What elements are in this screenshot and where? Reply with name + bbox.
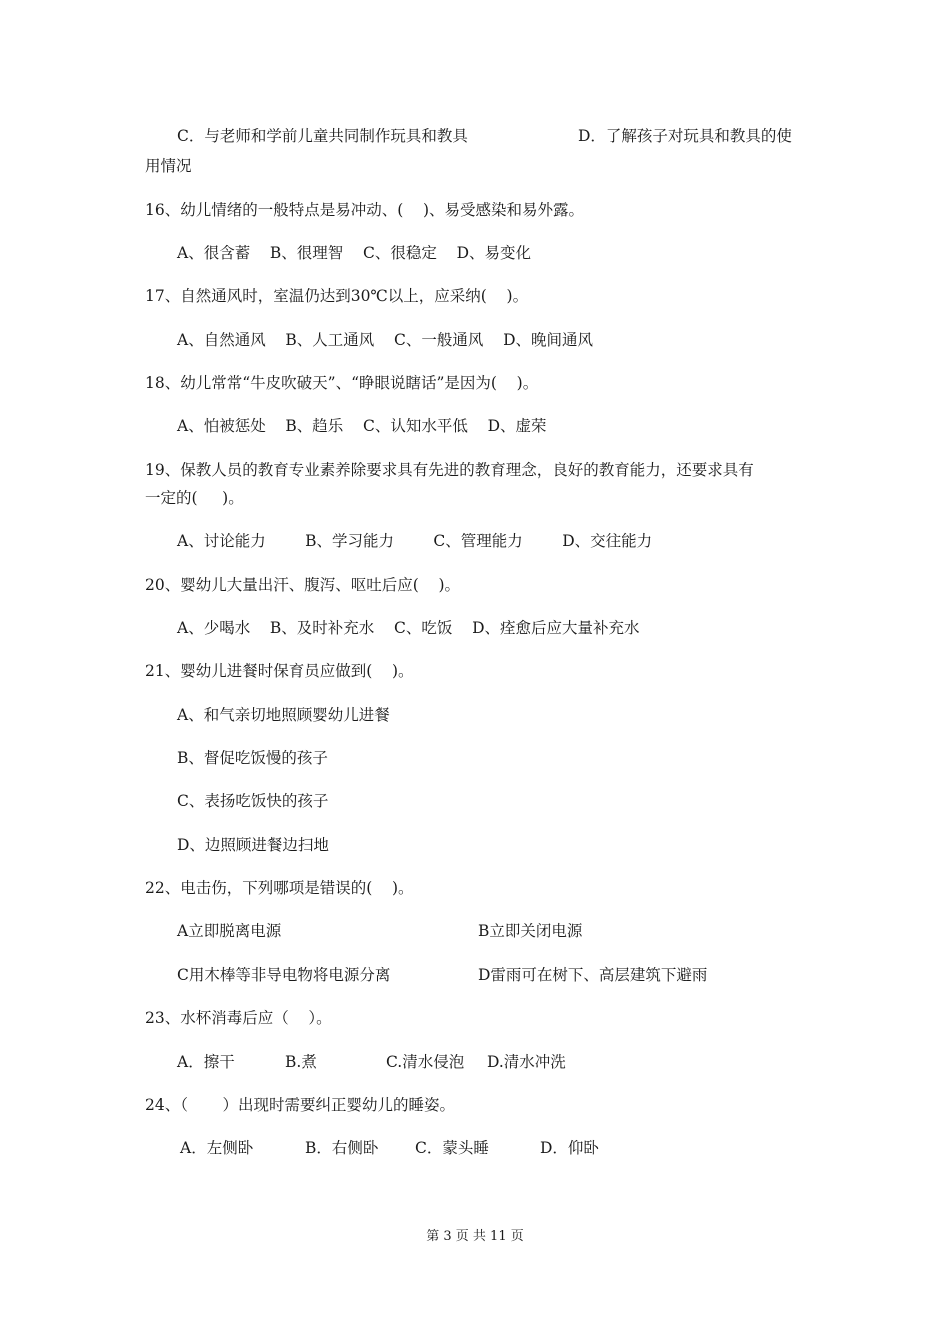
q21-option-c: C、表扬吃饭快的孩子 bbox=[177, 792, 329, 810]
q16-stem: 16、幼儿情绪的一般特点是易冲动、( )、易受感染和易外露。 bbox=[145, 201, 585, 219]
q23-option-d: D.清水冲洗 bbox=[487, 1053, 566, 1071]
q18-stem: 18、幼儿常常“牛皮吹破天”、“睁眼说瞎话”是因为( )。 bbox=[145, 374, 539, 392]
q22-option-d: D雷雨可在树下、高层建筑下避雨 bbox=[478, 966, 708, 984]
q21-option-d: D、边照顾进餐边扫地 bbox=[177, 836, 329, 854]
q19-options: A、讨论能力 B、学习能力 C、管理能力 D、交往能力 bbox=[177, 532, 653, 550]
q24-option-b: B．右侧卧 bbox=[305, 1139, 379, 1157]
q22-option-b: B立即关闭电源 bbox=[478, 922, 583, 940]
q15-option-d-continuation: 用情况 bbox=[145, 157, 192, 175]
q21-option-a: A、和气亲切地照顾婴幼儿进餐 bbox=[177, 706, 390, 724]
q24-option-a: A．左侧卧 bbox=[180, 1139, 254, 1157]
q19-stem-continuation: 一定的( )。 bbox=[145, 489, 244, 507]
q23-option-b: B.煮 bbox=[285, 1053, 317, 1071]
q15-option-c: C．与老师和学前儿童共同制作玩具和教具 bbox=[177, 127, 468, 145]
q18-options: A、怕被惩处 B、趋乐 C、认知水平低 D、虚荣 bbox=[177, 417, 547, 435]
q23-option-c: C.清水侵泡 bbox=[386, 1053, 465, 1071]
q16-options: A、很含蓄 B、很理智 C、很稳定 D、易变化 bbox=[177, 244, 531, 262]
q15-option-d: D．了解孩子对玩具和教具的使 bbox=[578, 127, 792, 145]
q21-stem: 21、婴幼儿进餐时保育员应做到( )。 bbox=[145, 662, 414, 680]
q22-option-a: A立即脱离电源 bbox=[177, 922, 282, 940]
q21-option-b: B、督促吃饭慢的孩子 bbox=[177, 749, 328, 767]
q19-stem: 19、保教人员的教育专业素养除要求具有先进的教育理念，良好的教育能力，还要求具有 bbox=[145, 461, 754, 479]
page-footer: 第 3 页 共 11 页 bbox=[426, 1229, 524, 1244]
q24-option-c: C．蒙头睡 bbox=[415, 1139, 489, 1157]
q17-options: A、自然通风 B、人工通风 C、一般通风 D、晚间通风 bbox=[177, 331, 593, 349]
q23-option-a: A．擦干 bbox=[177, 1053, 235, 1071]
q20-stem: 20、婴幼儿大量出汗、腹泻、呕吐后应( )。 bbox=[145, 576, 461, 594]
q23-stem: 23、水杯消毒后应（ ）。 bbox=[145, 1009, 332, 1027]
q24-stem: 24、（ ）出现时需要纠正婴幼儿的睡姿。 bbox=[145, 1096, 455, 1114]
q20-options: A、少喝水 B、及时补充水 C、吃饭 D、痊愈后应大量补充水 bbox=[177, 619, 640, 637]
q22-stem: 22、电击伤，下列哪项是错误的( )。 bbox=[145, 879, 414, 897]
q17-stem: 17、自然通风时，室温仍达到30℃以上，应采纳( )。 bbox=[145, 287, 529, 305]
q24-option-d: D．仰卧 bbox=[540, 1139, 599, 1157]
q22-option-c: C用木棒等非导电物将电源分离 bbox=[177, 966, 391, 984]
